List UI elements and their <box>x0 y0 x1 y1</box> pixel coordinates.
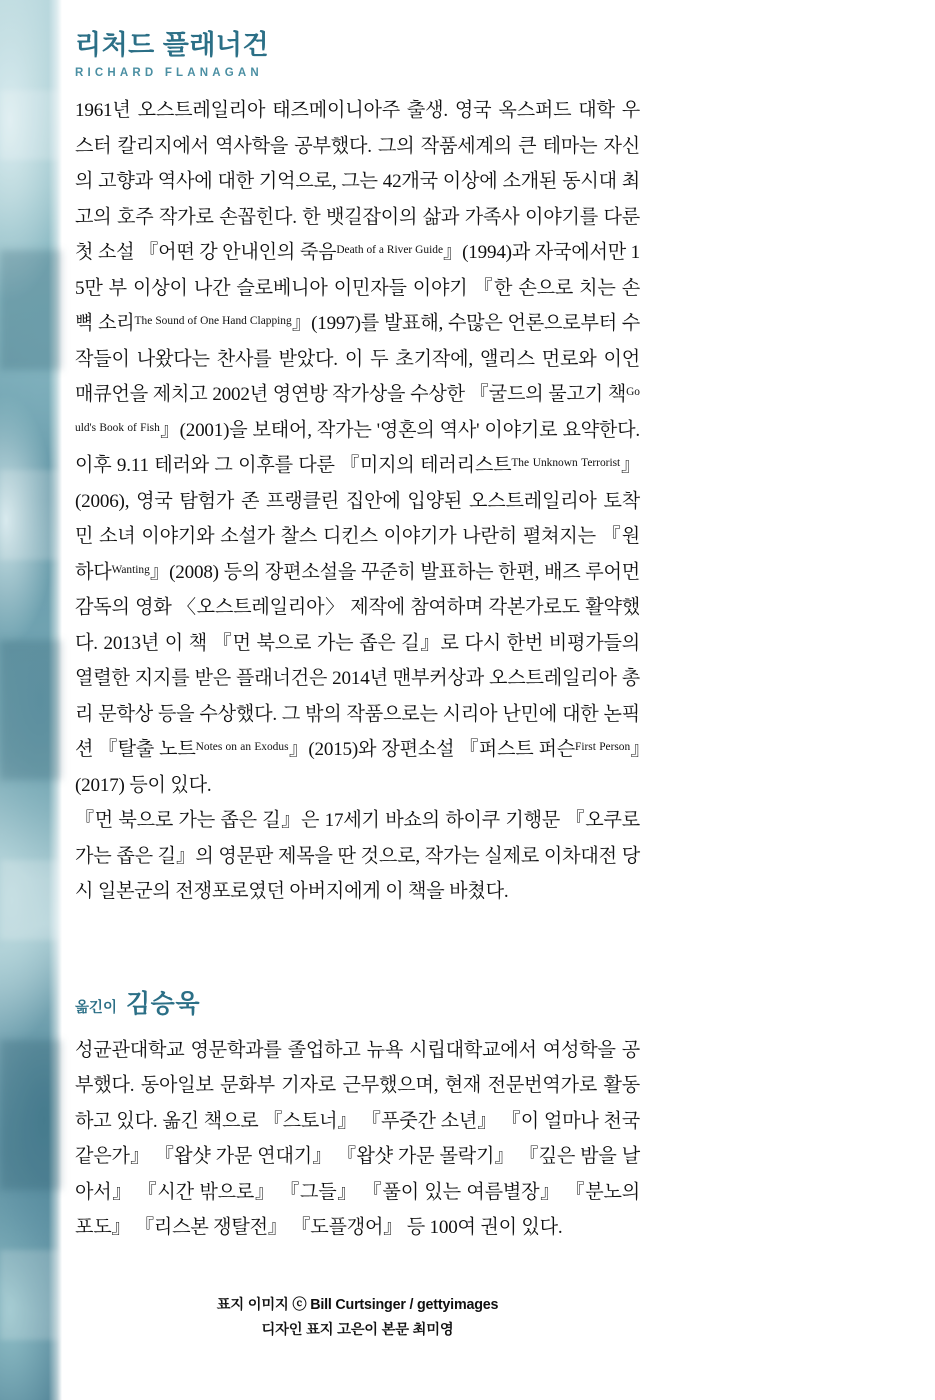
translator-name: 김승욱 <box>126 989 200 1018</box>
original-title-superscript: Wanting <box>111 563 150 576</box>
page-content <box>75 0 640 1400</box>
author-biography <box>75 93 640 910</box>
author-biography-note: 『먼 북으로 가는 좁은 길』은 17세기 바쇼의 하이쿠 기행문 『오쿠로 가는 좁은 길』의 영문판 제목을 딴 것으로, 작가는 실제로 이차대전 당시 일본군의 전쟁포로였던 아버지에게 이 책을 바쳤다. <box>75 810 640 902</box>
book-cover-photo-edge <box>0 0 62 1400</box>
translator-section-heading <box>75 984 640 1020</box>
footer-credits <box>75 1293 640 1343</box>
design-credit: 디자인 표지 고은이 본문 최미영 <box>261 1322 454 1338</box>
cover-image-credit: 표지 이미지 ⓒ Bill Curtsinger / gettyimages <box>216 1297 499 1313</box>
translator-biography-paragraph: 성균관대학교 영문학과를 졸업하고 뉴욕 시립대학교에서 여성학을 공부했다. 동아일보 문화부 기자로 근무했으며, 현재 전문번역가로 활동하고 있다. 옮긴 책으로 『스토너』 『푸줏간 소년』 『이 얼마나 천국 같은가』 『왑샷 가문 연대기』 『왑샷 가문 몰락기』 『깊은 밤을 날아서』 『시간 밖으로』 『그들』 『풀이 있는 여름별장』 『분노의 포도』 『리스본 쟁탈전』 『도플갱어』 등 100여 권이 있다. <box>75 1039 640 1238</box>
original-title-superscript: First Person <box>574 741 631 754</box>
original-title-superscript: The Unknown Terrorist <box>511 457 621 470</box>
original-title-superscript: Death of a River Guide <box>336 244 444 257</box>
original-title-superscript: The Sound of One Hand Clapping <box>134 315 292 328</box>
author-name-english: RICHARD FLANAGAN <box>75 67 263 79</box>
translator-label: 옮긴이 <box>75 999 118 1016</box>
original-title-superscript: Notes on an Exodus <box>195 741 289 754</box>
author-section <box>75 32 640 79</box>
translator-biography <box>75 1033 640 1246</box>
author-name-korean: 리처드 플래너건 <box>75 30 270 60</box>
author-biography-paragraph: 1961년 오스트레일리아 태즈메이니아주 출생. 영국 옥스퍼드 대학 우스터 칼리지에서 역사학을 공부했다. 그의 작품세계의 큰 테마는 자신의 고향과 역사에 대한 기억으로, 그는 42개국 이상에 소개된 동시대 최고의 호주 작가로 손꼽힌다. 한 뱃길잡이의 삶과 가족사 이야기를 다룬 첫 소설 『어떤 강 안내인의 죽음$^{Death of a River Guide}$』(1994)과 자국에서만 15만 부 이상이 나간 슬로베니아 이민자들 이야기 『한 손으로 치는 손뼉 소리$^{The Sound of One Hand Clapping}$』(1997)를 발표해, 수많은 언론으로부터 수작들이 나왔다는 찬사를 받았다. 이 두 초기작에, 앨리스 먼로와 이언 매큐언을 제치고 2002년 영연방 작가상을 수상한 『굴드의 물고기 책$^{Gould's Book of Fish}$』(2001)을 보태어, 작가는 '영혼의 역사' 이야기로 요약한다. 이후 9.11 테러와 그 이후를 다룬 『미지의 테러리스트$^{The Unknown Terrorist}$』(2006), 영국 탐험가 존 프랭클린 집안에 입양된 오스트레일리아 토착민 소녀 이야기와 소설가 찰스 디킨스 이야기가 나란히 펼쳐지는 『원하다$^{Wanting}$』(2008) 등의 장편소설을 꾸준히 발표하는 한편, 배즈 루어먼 감독의 영화 〈오스트레일리아〉 제작에 참여하며 각본가로도 활약했다. 2013년 이 책 『먼 북으로 가는 좁은 길』로 다시 한번 비평가들의 열렬한 지지를 받은 플래너건은 2014년 맨부커상과 오스트레일리아 총리 문학상 등을 수상했다. 그 밖의 작품으로는 시리아 난민에 대한 논픽션 『탈출 노트$^{Notes on an Exodus}$』(2015)와 장편소설 『퍼스트 퍼슨$^{First Person}$』(2017) 등이 있다. <box>75 100 641 796</box>
original-title-superscript: Gould's Book of Fish <box>75 386 640 434</box>
